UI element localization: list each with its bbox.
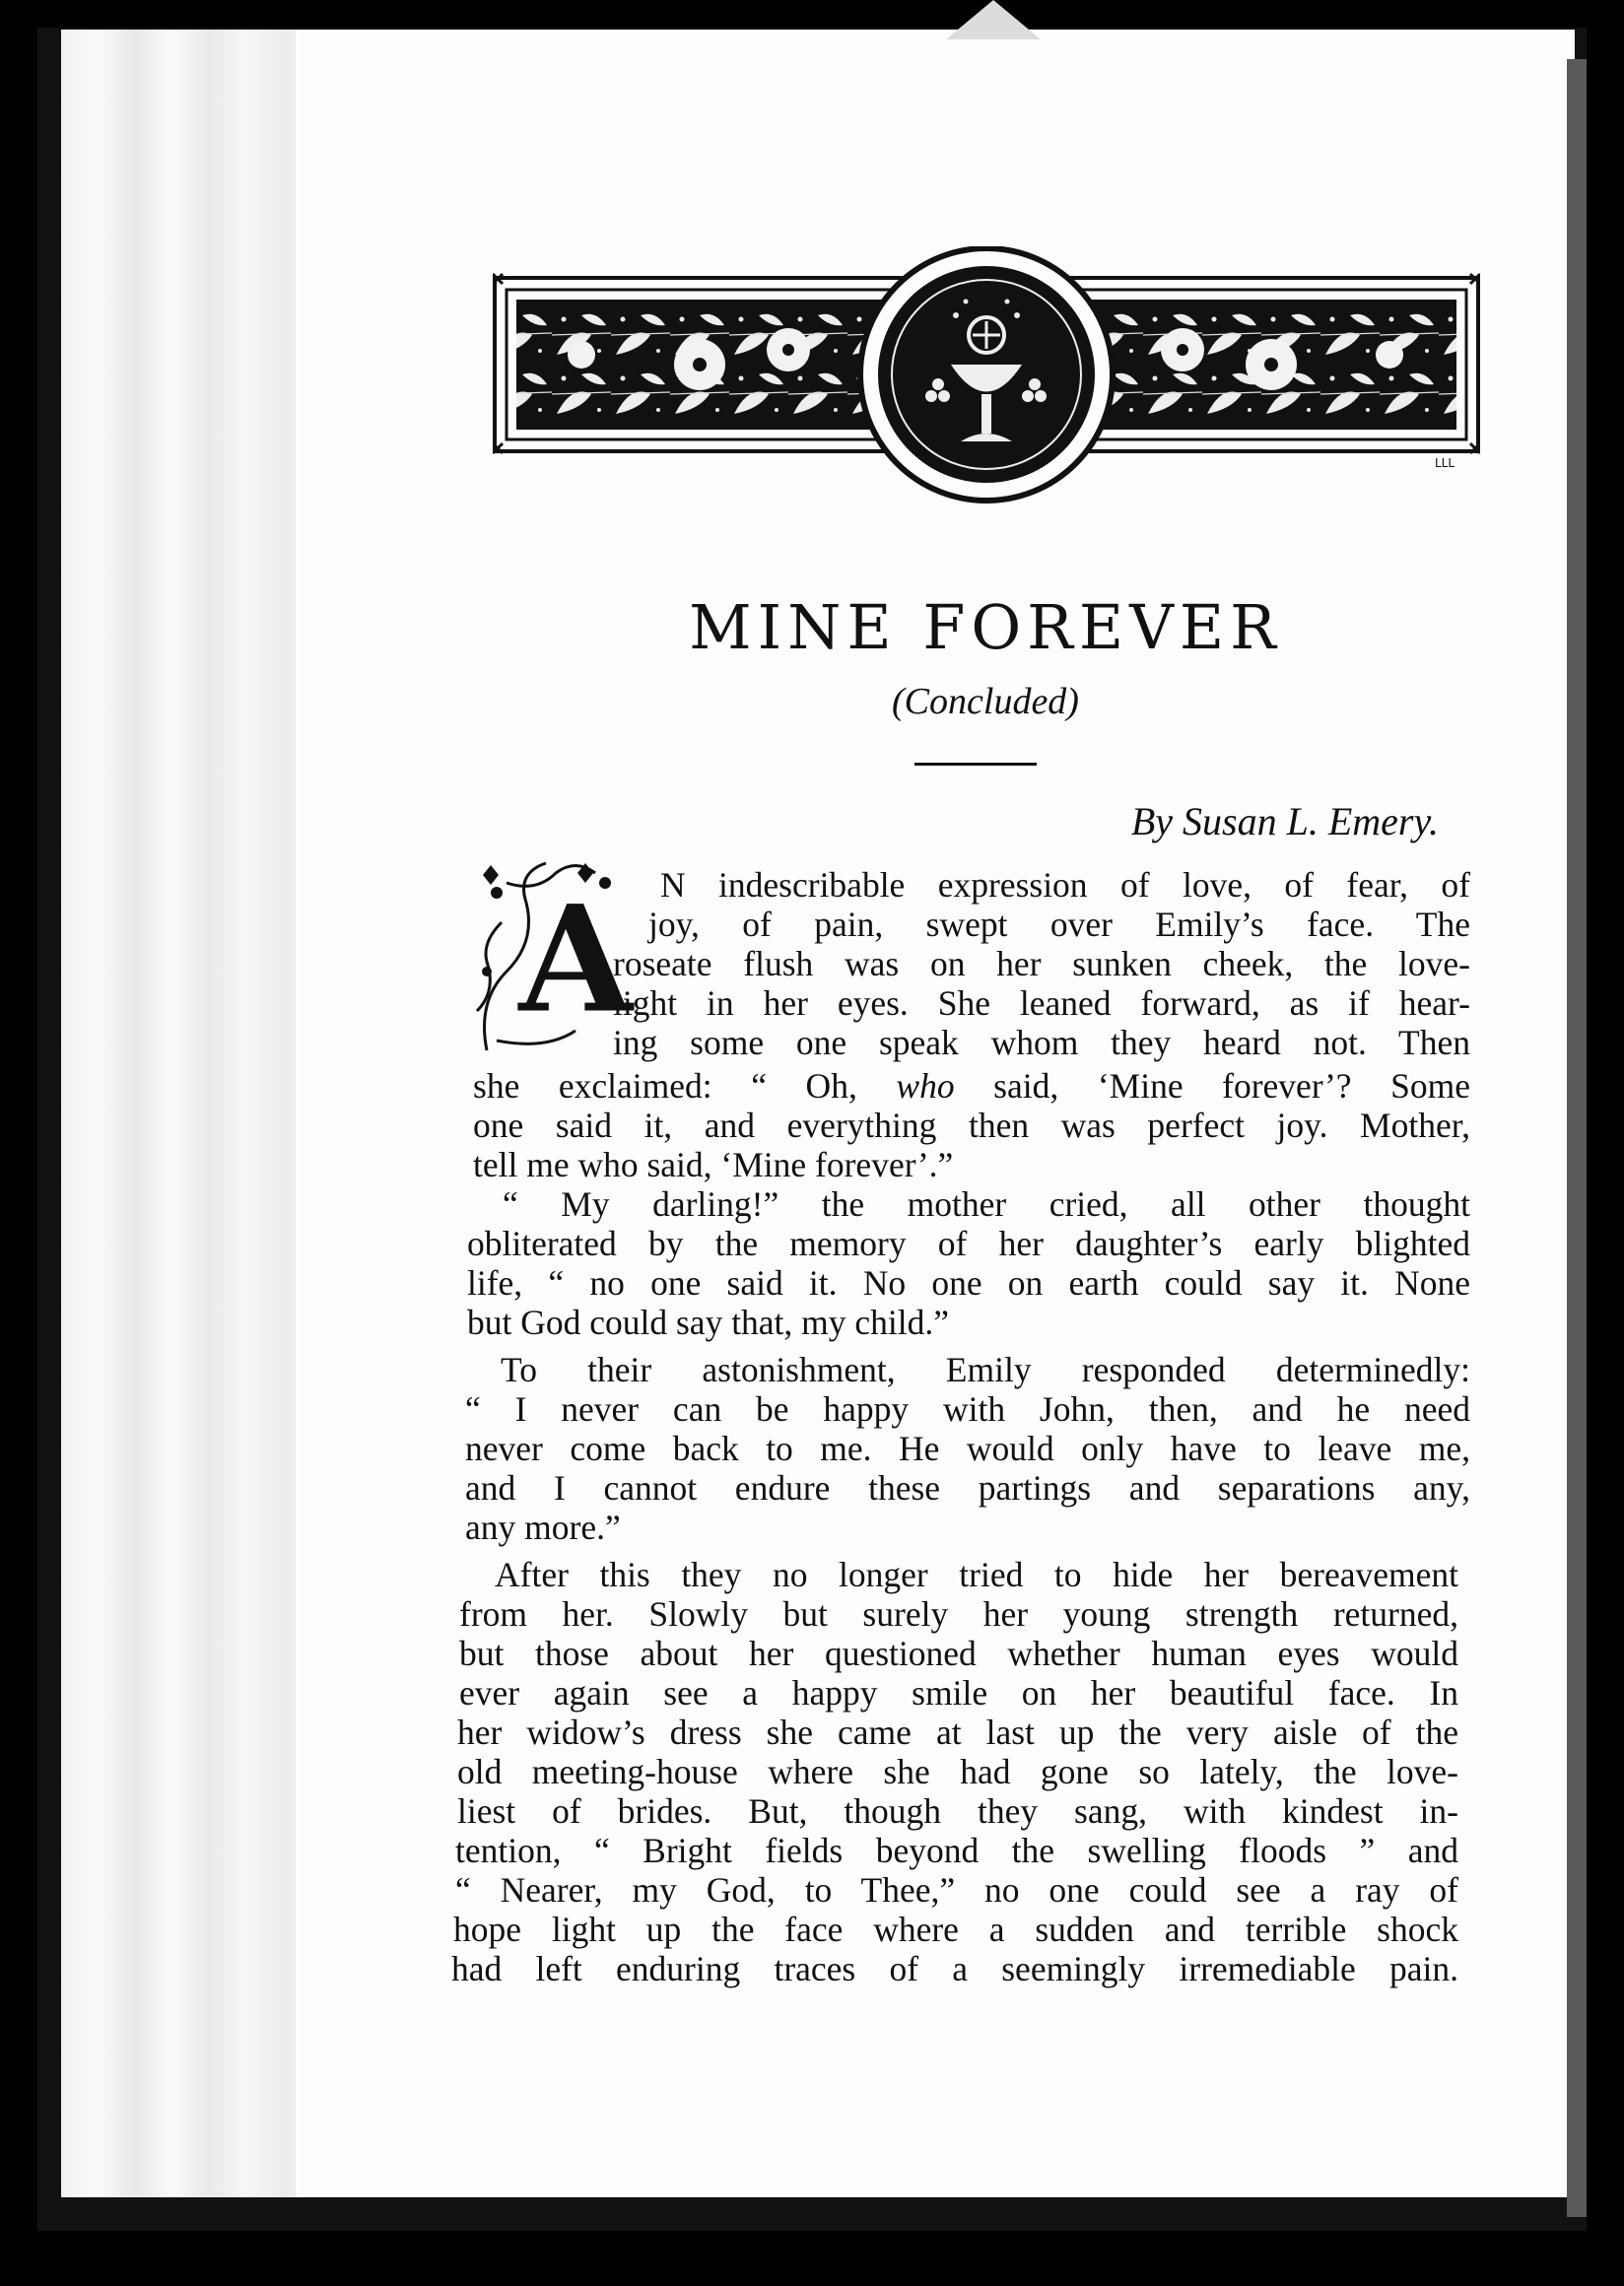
page-edges (61, 30, 307, 2197)
drop-cap-letter: A (518, 873, 634, 1046)
ornament-label: LLL (1435, 456, 1455, 470)
body-line: joy, of pain, swept over Emily’s face. The (648, 905, 1470, 944)
body-line: liest of brides. But, though they sang, with kindest in- (457, 1791, 1458, 1831)
body-line: but those about her questioned whether human eyes would (459, 1634, 1458, 1673)
body-line: life, “ no one said it. No one on earth could say it. None (467, 1263, 1470, 1303)
title-rule (914, 763, 1037, 766)
body-line: tention, “ Bright fields beyond the swelling floods ” and (455, 1831, 1458, 1870)
header-ornament (493, 246, 1480, 510)
body-line: from her. Slowly but surely her young strength returned, (459, 1594, 1458, 1634)
body-line: any more.” (465, 1508, 621, 1547)
body-line: After this they no longer tried to hide her bereavement (495, 1555, 1458, 1594)
body-line: her widow’s dress she came at last up the very aisle of the (457, 1713, 1458, 1752)
body-line: N indescribable expression of love, of fear, of (660, 865, 1470, 905)
body-line: old meeting-house where she had gone so lately, the love- (457, 1752, 1458, 1791)
body-line-text: she exclaimed: “ Oh, who said, ‘Mine forever’? Some (473, 1066, 1470, 1106)
body-line: and I cannot endure these partings and separations any, (465, 1468, 1470, 1508)
book-spine-edge (1567, 59, 1587, 2217)
body-line: “ I never can be happy with John, then, and he need (465, 1389, 1470, 1429)
body-line: one said it, and everything then was perfect joy. Mother, (473, 1106, 1470, 1145)
body-line: obliterated by the memory of her daughter’s early blighted (467, 1224, 1470, 1263)
body-line: roseate flush was on her sunken cheek, the love- (613, 944, 1470, 983)
body-line: but God could say that, my child.” (467, 1303, 950, 1342)
body-line: light in her eyes. She leaned forward, as if hear- (613, 983, 1470, 1023)
body-line: ever again see a happy smile on her beautiful face. In (459, 1673, 1458, 1713)
page-marker-tab (946, 0, 1041, 39)
body-line: never come back to me. He would only have to leave me, (465, 1429, 1470, 1468)
article-title: MINE FOREVER (689, 591, 1282, 663)
body-line: had left enduring traces of a seemingly irremediable pain. (451, 1949, 1458, 1988)
body-line: To their astonishment, Emily responded determinedly: (501, 1350, 1470, 1389)
article-byline: By Susan L. Emery. (1130, 799, 1439, 843)
body-line: “ My darling!” the mother cried, all other thought (503, 1184, 1470, 1224)
body-line (473, 1066, 1470, 1106)
body-line: ing some one speak whom they heard not. Then (613, 1023, 1470, 1062)
body-line: hope light up the face where a sudden and terrible shock (453, 1910, 1458, 1949)
body-line: tell me who said, ‘Mine forever’.” (473, 1145, 954, 1184)
article-subtitle: (Concluded) (892, 681, 1079, 722)
body-line: “ Nearer, my God, to Thee,” no one could see a ray of (455, 1870, 1458, 1910)
